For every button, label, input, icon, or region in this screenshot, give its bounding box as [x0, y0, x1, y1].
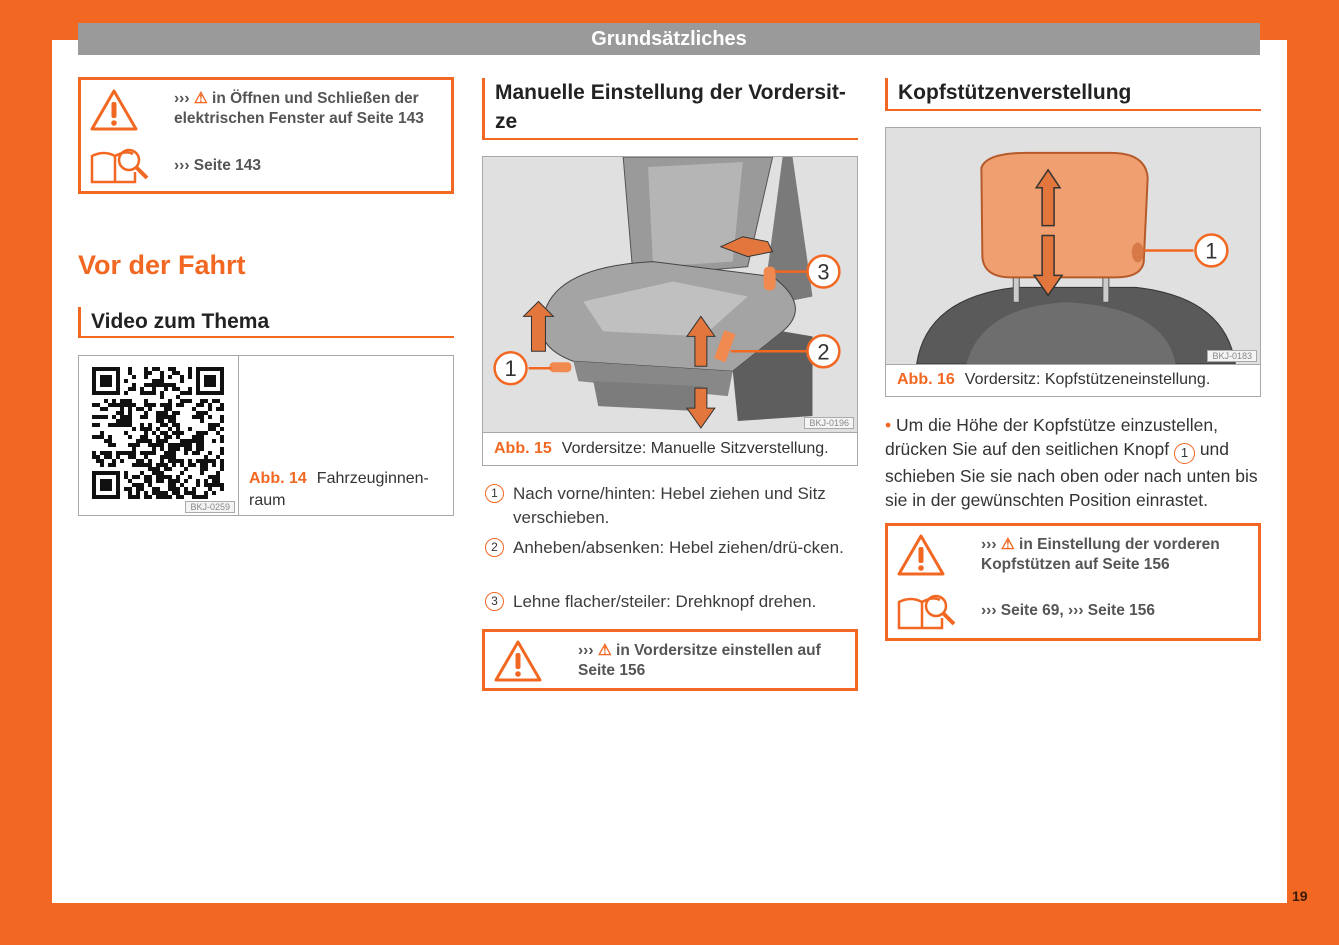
page-reference-link[interactable]: ››› Seite 69, ››› Seite 156	[981, 602, 1156, 619]
list-item	[485, 482, 855, 530]
item-text: Anheben/absenken: Hebel ziehen/drü-cken.	[513, 538, 844, 557]
warning-box	[885, 523, 1261, 641]
figure-label: Abb. 15	[494, 440, 552, 457]
warning-icon	[493, 639, 543, 683]
page-header: Grundsätzliches	[78, 23, 1260, 55]
warning-link[interactable]: in Einstellung der vorderen Kopfstützen auf Seite 156	[981, 536, 1220, 573]
figure-label: Abb. 14	[249, 470, 307, 487]
figure-qr	[78, 355, 454, 516]
figure-caption	[886, 365, 1260, 395]
warning-link[interactable]: in Öffnen und Schließen der elektrischen Fenster auf Seite 143	[174, 90, 424, 127]
qr-code[interactable]	[92, 367, 224, 499]
callout-2: 2	[817, 339, 830, 365]
warning-box	[482, 629, 858, 691]
figure-headrest	[885, 127, 1261, 397]
link-arrows: ›››	[981, 536, 997, 553]
section-heading: Manuelle Einstellung der Vordersit-ze	[482, 78, 858, 140]
item-number: 3	[485, 592, 504, 611]
small-warning-icon: ⚠	[597, 642, 612, 659]
figure-caption	[483, 433, 857, 465]
figure-code: BKJ-0183	[1207, 350, 1257, 362]
seat-illustration	[483, 157, 857, 433]
figure-seat	[482, 156, 858, 466]
warning-box	[78, 77, 454, 194]
figure-code: BKJ-0259	[185, 501, 235, 513]
link-arrows: ›››	[578, 642, 594, 659]
callout-3: 3	[817, 259, 830, 285]
section-heading: Kopfstützenverstellung	[885, 78, 1261, 111]
list-item	[485, 536, 855, 560]
figure-caption	[249, 468, 444, 512]
para-text: und schieben Sie sie nach oben oder nach unten bis sie in der gewünschten Position einrastet.	[885, 439, 1258, 510]
item-text: Nach vorne/hinten: Hebel ziehen und Sitz verschieben.	[513, 484, 826, 527]
page-reference-link[interactable]: ››› Seite 143	[174, 157, 262, 174]
headrest-illustration	[886, 128, 1260, 365]
item-number: 2	[485, 538, 504, 557]
caption-text: Vordersitz: Kopfstützeneinstellung.	[964, 371, 1211, 388]
figure-label: Abb. 16	[897, 371, 955, 388]
manual-search-icon	[89, 146, 151, 186]
list-item	[485, 590, 855, 614]
caption-text: Fahrzeuginnen-raum	[249, 470, 429, 509]
caption-text: Vordersitze: Manuelle Sitzverstellung.	[561, 440, 829, 457]
qr-code-frame	[79, 356, 239, 516]
small-warning-icon: ⚠	[193, 90, 208, 107]
callout-1: 1	[504, 356, 517, 382]
item-number: 1	[485, 484, 504, 503]
subheading: Video zum Thema	[78, 307, 454, 338]
callout-1: 1	[1205, 238, 1218, 264]
para-text: Um die Höhe der Kopfstütze einzustellen, drücken Sie auf den seitlichen Knopf	[885, 415, 1218, 459]
small-warning-icon: ⚠	[1000, 536, 1015, 553]
link-arrows: ›››	[174, 90, 190, 107]
manual-search-icon	[896, 592, 958, 632]
warning-icon	[89, 88, 139, 132]
bullet-icon: •	[885, 415, 892, 435]
section-title: Vor der Fahrt	[78, 250, 246, 280]
warning-icon	[896, 533, 946, 577]
figure-code: BKJ-0196	[804, 417, 854, 429]
item-text: Lehne flacher/steiler: Drehknopf drehen.	[513, 592, 817, 611]
inline-callout: 1	[1174, 443, 1195, 464]
page-number: 19	[1292, 888, 1308, 904]
warning-link[interactable]: in Vordersitze einstellen auf Seite 156	[578, 642, 821, 679]
instruction-paragraph	[885, 413, 1265, 512]
